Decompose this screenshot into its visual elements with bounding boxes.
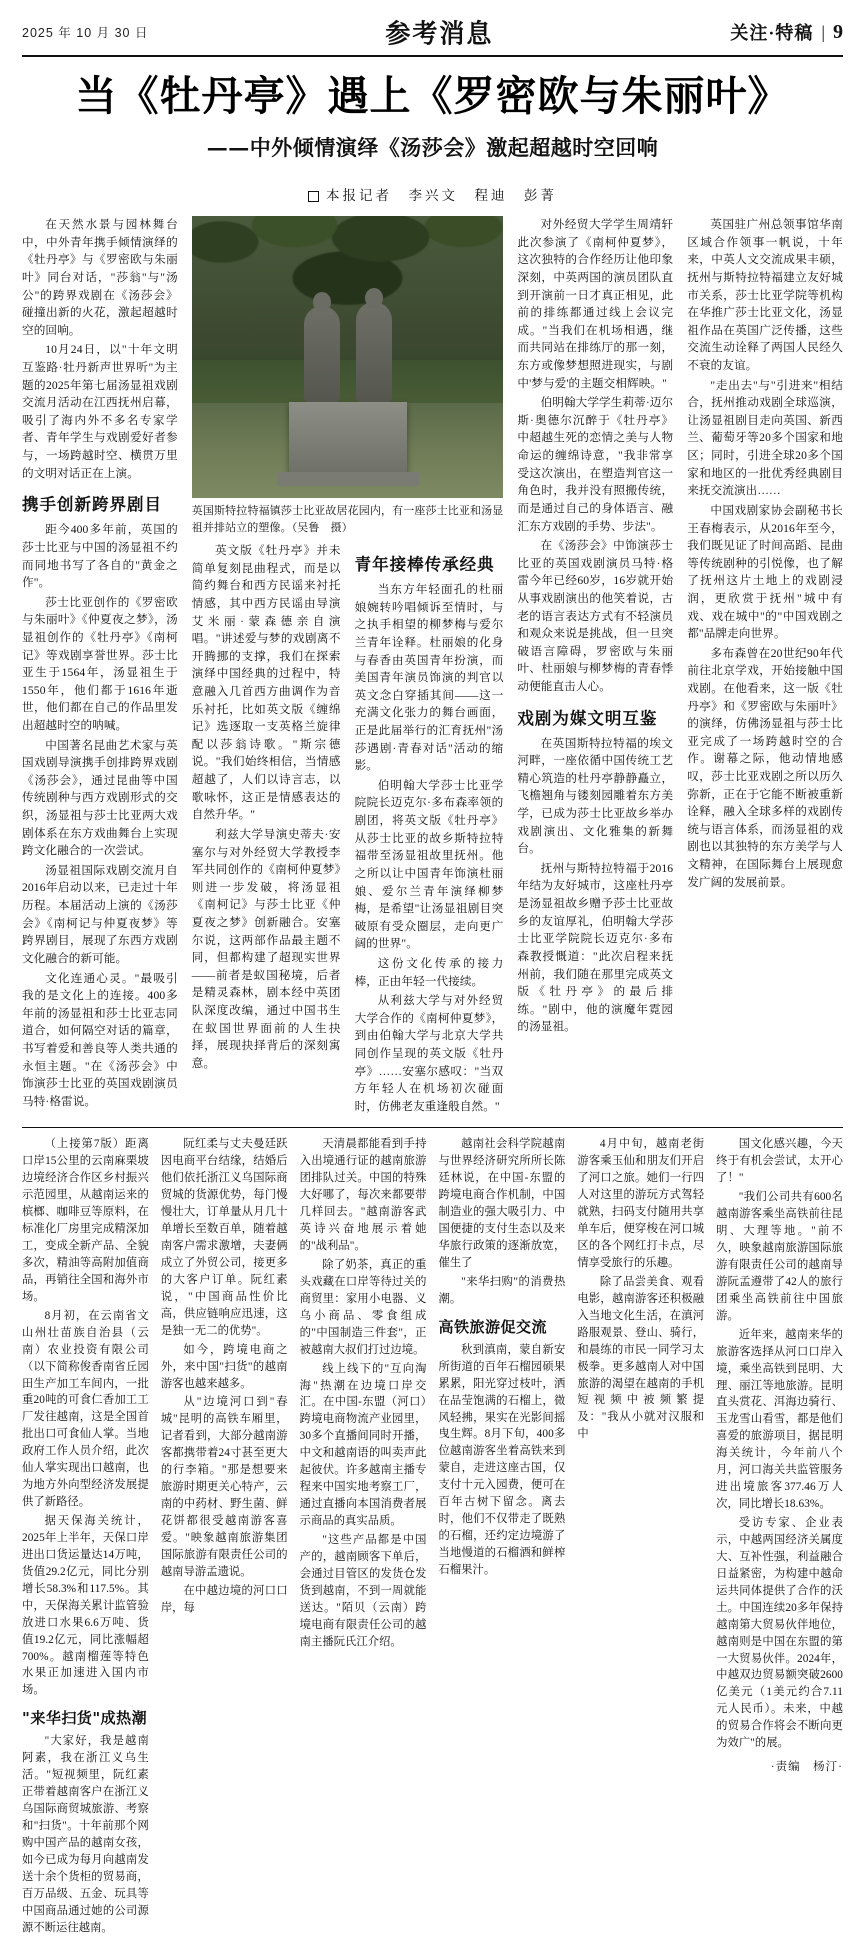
section-heading: 青年接棒传承经典 bbox=[354, 555, 495, 575]
page-title: 当《牡丹亭》遇上《罗密欧与朱丽叶》 bbox=[75, 72, 790, 120]
paragraph: 10月24日，以"十年文明互鉴路·牡丹新声世界听"为主题的2025年第七届汤显祖戏剧交流月活动在江西抚州启幕，吸引了海内外不多名专家学者、青年学生与戏剧爱好者参与，一场跨越时空、横贯万里的文明对话正在上演。 bbox=[22, 343, 178, 480]
paragraph: 线上线下的"互向淘海"热潮在边境口岸交汇。在中国-东盟（河口）跨境电商物流产业园里，30多个直播间同时开播，中文和越南语的叫卖声此起彼伏。许多越南主播专程来中国实地考察工厂，通过直播向本国消费者展示商品的真实品质。 bbox=[299, 1362, 427, 1528]
paragraph: 中国戏剧家协会副秘书长王春梅表示，从2016年至今，我们既见证了时间高蹈、昆曲等传统剧种的引悦像，也了解了抚州这片土地上的戏剧浸润，更欣赏于抚州"城中有戏、戏在城中"的"中国戏剧之都"品牌走向世界。 bbox=[687, 503, 843, 641]
paragraph: 阮红柔与丈夫曼廷跃因电商平台结缘，结婚后他们依托浙江义乌国际商贸城的货源优势，每门慢慢壮大，订单量从月几十单增长至数百单，随着越南客户需求激增，夫妻俩成立了外贸公司，接更多的大客户订单。阮红素说，"中国商品性价比高，供应链响应迅速，这是独一无二的优势"。 bbox=[160, 1138, 288, 1337]
page-subtitle: ——中外倾情演绎《汤莎会》激起超越时空回响 bbox=[206, 135, 659, 161]
paragraph: 从利兹大学与对外经贸大学合作的《南柯仲夏梦》，到由伯翰大学与北京大学共同创作呈现的英文版《牡丹亭》……安塞尔感叹："当双方年轻人在机场初次碰面时，仿佛老友重逢般自然。" bbox=[354, 994, 504, 1113]
paragraph: 莎士比亚创作的《罗密欧与朱丽叶》《仲夏夜之梦》，汤显祖创作的《牡丹亭》《南柯记》等戏剧享誉世界。莎士比亚生于1564年，汤显祖生于1550年，他们都于1616年逝世，他们都在自己的作品里发出超越时空的呐喊。 bbox=[22, 595, 178, 732]
paragraph: 4月中旬，越南老街游客乘玉仙和朋友们开启了河口之旅。她们一行四人对这里的游玩方式驾轻就熟，扫码支付随用共享单车后，便穿梭在河口城区的各个网红打卡点，尽情享受旅行的乐趣。 bbox=[577, 1138, 705, 1269]
masthead-separator: | bbox=[821, 21, 825, 42]
foliage-decoration bbox=[192, 216, 504, 326]
bottom-article-area bbox=[22, 1136, 843, 1938]
masthead-right bbox=[730, 19, 843, 45]
paragraph: 天清晨都能看到手持入出境通行证的越南旅游团排队过关。中国的特殊大好哪了，每次来都要带几样回去。"越南游客武英诗兴奋地展示着她的"战利品"。 bbox=[299, 1138, 427, 1253]
section-heading: 戏剧为媒文明互鉴 bbox=[517, 708, 658, 728]
paragraph: 抚州与斯特拉特福于2016年结为友好城市，这座杜丹亭是汤显祖故乡赠予莎士比亚故乡的友谊厚礼，伯明翰大学莎士比亚学院院长迈克尔·多布森教授慨道："此次启程来抚州前，我们随在那里完成英文版《牡丹亭》的最后排练。"剧中，他的演魔年霓园的汤显祖。 bbox=[517, 861, 674, 1034]
article-column-2 bbox=[192, 542, 341, 1117]
paragraph: "大家好，我是越南阿素，我在浙江义乌生活。"短视频里，阮红素正带着越南客户在浙江义乌国际商贸城旅游、考察和"扫货"。十年前那个网购中国产品的越南女孩，如今已成为每月向越南发送十余个货柜的贸易商，百万品级、五金、玩具等中国商品通过她的公司源源不断运往越南。 bbox=[22, 1735, 149, 1934]
paragraph: 在天然水景与园林舞台中，中外青年携手倾情演绎的《牡丹亭》与《罗密欧与朱丽叶》同台对话，"莎翁"与"汤公"的跨界戏剧在《汤莎会》碰撞出新的火花，激起超越时空的回响。 bbox=[22, 218, 178, 337]
statue-plinth bbox=[289, 402, 407, 474]
paragraph: 英文版《牡丹亭》并未简单复刻昆曲程式，而是以简约舞台和西方民谣来衬托情感，其中西方民谣由导演艾米丽·蒙森德亲自演唱。"讲述爱与梦的戏剧离不开腾挪的支撑，我们在探索演绎中国经典的过程中，特意融入几首西方曲调作为音乐衬托，比如英文版《缠绵记》选逐取一支英格兰旋律配以莎翁诗歌。"斯宗德说。"我们始终相信，当情感超越了，人们以诗言志，以歌咏怀，这正是情感表达的自然升华。" bbox=[191, 544, 341, 822]
paragraph: 这份文化传承的接力棒，正由年轻一代接续。 bbox=[354, 956, 504, 988]
top-article-area bbox=[22, 214, 843, 1117]
paragraph: 从"边境河口到"春城"昆明的高铁车厢里，记者看到，大部分越南游客都携带着24寸甚至更大的行李箱。"那是想要来旅游时期更关心特产，云南的中药材、野生菌、鲜花饼都很受越南游客喜爱。"映象越南旅游集团国际旅游有限责任公司的越南导游孟遗说。 bbox=[160, 1396, 288, 1578]
paragraph: 除了奶茶，真正的重头戏藏在口岸等待过关的商贸里：家用小电器、义乌小商品、零食组成的"中国制造三件套"，正被越南大叔们打过边境。 bbox=[299, 1258, 427, 1356]
page-number: 9 bbox=[833, 20, 843, 43]
paragraph: 秋到滇南，蒙自新安所街道的百年石榴园硕果累累，阳光穿过枝叶，洒在品莹饱满的石榴上，微风轻拂，果实在光影间摇曳生辉。8月下旬，400多位越南游客坐着高铁来到蒙自，走进这座古国，仅支付十元入园费，便可在百年古树下留念。离去时，他们不仅带走了既熟的石榴，还约定边境游了当地慢道的石榴酒和鲜榨石榴果汁。 bbox=[438, 1343, 566, 1576]
article-column-1 bbox=[22, 216, 178, 1117]
paragraph: 文化连通心灵。"最吸引我的是文化上的连接。400多年前的汤显祖和莎士比亚志同道合，如何隔空对话的篇章，书写着爱和善良等人类共通的永恒主题。"在《汤莎会》中饰演莎士比亚的英国戏剧演员马特·格雷说。 bbox=[22, 971, 178, 1108]
photo-block bbox=[192, 216, 504, 536]
continuation-paragraph: （上接第7版）距离口岸15公里的云南麻栗坡边境经济合作区乡村振兴示范园里，从越南运来的槟榔、咖啡豆等原料，在标准化厂房里完成精深加工，变成全新产品、全貌多次，精油等高附加值商品，再销往全国和海外市场。 bbox=[22, 1138, 149, 1303]
section-heading: "来华扫货"成热潮 bbox=[22, 1709, 148, 1728]
paragraph: 汤显祖国际戏剧交流月自2016年启动以来，已走过十年历程。本届活动上演的《汤莎会》《南柯记与仲夏夜梦》等跨界剧目，展现了东西方戏剧文化融合的新可能。 bbox=[22, 863, 178, 965]
paragraph: 受访专家、企业表示，中越两国经济关属度大、互补性强，利益融合日益紧密，为构建中越命运共同体提供了合作的沃土。中国连续20多年保持越南第大贸易伙伴地位，越南则是中国在东盟的第一大贸易伙伴。2024年，中越双边贸易额突破2600亿美元（1美元约合7.11元人民币）。未来，中越的贸易合作将会不断向更为效广"的展。 bbox=[716, 1517, 843, 1750]
editor-credit: ·责编 杨汀· bbox=[770, 1761, 843, 1774]
bottom-column-6 bbox=[716, 1136, 843, 1938]
paragraph: "这些产品都是中国产的，越南顾客下单后，会通过目管区的发货仓发货到越南，不到一周就能送达。"陌贝（云南）跨境电商有限责任公司的越南主播阮氏江介绍。 bbox=[299, 1533, 427, 1648]
bottom-column-5 bbox=[577, 1136, 704, 1938]
headline-block bbox=[22, 57, 843, 168]
paragraph: 对外经贸大学学生周靖轩此次参演了《南柯仲夏梦》，这次独特的合作经历让他印象深刻，中英两国的演员团队直到开演前一日才真正相见，此前的排练都通过线上会议完成。"当我们在机场相遇，继而共同站在排练厅的那一刻，东方或像梦想照进现实，与剧中'梦与爱'的主题交相辉映。" bbox=[517, 218, 674, 390]
paragraph: 据天保海关统计，2025年上半年，天保口岸进出口货运量达14万吨，货值29.2亿元，同比分别增长58.3%和117.5%。其中，天保海关累计监管验放进口水果6.6万吨、货值19.2亿元，同比涨幅超700%。越南榴莲等特色水果正加速进入国内市场。 bbox=[22, 1515, 149, 1697]
paragraph: 在中越边境的河口口岸，每 bbox=[160, 1584, 288, 1614]
paragraph: 距今400多年前，英国的莎士比亚与中国的汤显祖不约而同地书写了各自的"黄金之作"。 bbox=[22, 523, 178, 590]
paragraph: 伯明翰大学学生莉蒂·迈尔斯·奥德尔沉醉于《牡丹亭》中超越生死的恋情之美与人物命运的缠绵诗意，"我非常享受这次演出，在塑造判官这一角色时，我并没有照搬传统，而是通过自己的身体语言、融汇东方戏剧的手势、步法"。 bbox=[517, 396, 674, 533]
paragraph: 越南社会科学院越南与世界经济研究所所长陈廷林说，在中国-东盟的跨境电商合作机制，中国制造业的强大吸引力、中国便捷的支付生态以及来华旅行政策的逐渐放宽，催生了 bbox=[438, 1138, 566, 1269]
bottom-column-4 bbox=[438, 1136, 565, 1938]
section-divider bbox=[22, 1127, 843, 1128]
paragraph: 利兹大学导演史蒂夫·安塞尔与对外经贸大学教授李军共同创作的《南柯仲夏梦》则进一步发破，将汤显祖《南柯记》与莎士比亚《仲夏夜之梦》创新融合。安塞尔说，这两部作品最主题不同，但都构建了超现实世界——前者是蚁国秘境，后者是精灵森林，剧本经中英团队深度改编，通过中国书生在蚁国世界面前的人生抉择，展现抉择背后的深刻寓意。 bbox=[191, 827, 341, 1070]
paragraph: 在《汤莎会》中饰演莎士比亚的英国戏剧演员马特·格雷今年已经60岁，16岁就开始从事戏剧演出的他笑着说，古老的语言表达方式有不轻演员和观众来说是挑战，但一旦突破语言障碍，罗密欧与朱丽叶、杜丽娘与柳梦梅的青春悸动便能直击人心。 bbox=[517, 539, 674, 693]
bottom-column-1 bbox=[22, 1136, 149, 1938]
paragraph: 近年来，越南来华的旅游客选择从河口口岸入境，乘坐高铁到昆明、大理、丽江等地旅游。昆明直头赏花、洱海边骑行、玉龙雪山看雪，都是他们喜爱的旅游项目，据昆明海关统计，今年前八个月，河口海关共监管服务进出境旅客377.46万人次，同比增长18.63%。 bbox=[716, 1328, 843, 1511]
paragraph: 多布森曾在20世纪90年代前往北京学戏，开始接触中国戏剧。在他看来，这一版《牡丹亭》和《罗密欧与朱丽叶》的演绎，仿佛汤显祖与莎士比亚完成了一场跨越时空的合作。谢幕之际，他动情地感叹，莎士比亚戏剧之所以历久弥新，正在于它能不断被重新诠释，融入全球多样的戏剧传统与语言体系，而汤显祖的戏剧也以其独特的东方美学与人文精神，在国际舞台上展现愈发广阔的发展前景。 bbox=[687, 646, 843, 889]
paragraph: 伯明翰大学莎士比亚学院院长迈克尔·多布森率领的剧团，将英文版《牡丹亭》从莎士比亚的故乡斯特拉特福带至汤显祖故里抚州。他之所以让中国青年饰演杜丽娘、爱尔兰青年演绎柳梦梅，是希望"让汤显祖剧目突破原有受众圈层，走向更广阔的世界"。 bbox=[354, 778, 504, 951]
article-column-3 bbox=[355, 542, 504, 1117]
article-column-4 bbox=[517, 216, 673, 1117]
paragraph: 如今，跨境电商之外，来中国"扫货"的越南游客也越来越多。 bbox=[160, 1343, 288, 1390]
paragraph: 中国著名昆曲艺术家与英国戏剧导演携手创排跨界戏剧《汤莎会》，通过昆曲等中国传统剧种与西方戏剧形式的交织，汤显祖与莎士比亚两大戏剧体系在东方戏曲舞台上实现跨文化融合的一次尝试。 bbox=[22, 738, 178, 858]
publication-date: 2025 年 10 月 30 日 bbox=[22, 26, 149, 40]
paragraph: 国文化感兴趣，今天终于有机会尝试，太开心了！" bbox=[716, 1138, 843, 1185]
paragraph: 在英国斯特拉特福的埃文河畔，一座依循中国传统工艺精心筑造的杜丹亭静静矗立，飞檐翘角与镂刻园雕着东方美学，已成为莎士比亚故乡举办戏剧演出、文化雅集的新舞台。 bbox=[517, 736, 674, 856]
masthead bbox=[22, 14, 843, 57]
article-column-5 bbox=[687, 216, 843, 1117]
photo-caption: 英国斯特拉特福镇莎士比亚故居花园内，有一座莎士比亚和汤显祖并排站立的塑像。（吴鲁 摄） bbox=[191, 505, 504, 534]
byline-box-icon bbox=[308, 191, 319, 202]
statue-figure-shakespeare bbox=[304, 306, 340, 402]
paragraph: 英国驻广州总领事馆华南区域合作领事一帆说，十年来，中英人文交流成果丰硕，抚州与斯特拉特福建立友好城市关系，莎士比亚学院等机构在华推广莎士比亚文化，汤显祖作品在英国广泛传播，这些交流生动诠释了两国人民经久不衰的友谊。 bbox=[687, 218, 843, 373]
article-columns-2-3 bbox=[192, 216, 504, 1117]
bottom-column-3 bbox=[300, 1136, 427, 1938]
paragraph: 除了品尝美食、观看电影，越南游客还积极融入当地文化生活，在滇河路服观景、登山、骑行，和晨练的市民一同学习太极拳。更多越南人对中国旅游的渴望在越南的手机短视频中被频繁提及："我从小就对汉服和中 bbox=[577, 1275, 705, 1441]
article-photo bbox=[192, 216, 504, 498]
paragraph: 8月初，在云南省文山州壮苗族自治县（云南）农业投资有限公司（以下简称俊香南省丘园田生产加工车间内，一批重20吨的可食仁香加工工厂发往越南，这是全国首批出口可食仙人掌。当地政府工作人员介绍，此次仙人掌实现出口越南，也为地方外向型经济发展提供了新路径。 bbox=[22, 1309, 149, 1509]
paragraph: "走出去"与"引进来"相结合，抚州推动戏剧全球巡演，让汤显祖剧目走向英国、新西兰、葡萄牙等20多个国家和地区；同时，引进全球20多个国家和地区的一批优秀经典剧目来抚交流演出…… bbox=[687, 378, 843, 498]
newspaper-logo: 参考消息 bbox=[385, 18, 494, 49]
section-heading: 携手创新跨界剧目 bbox=[22, 495, 162, 515]
paragraph: "我们公司共有600名越南游客乘坐高铁前往昆明、大理等地。"前不久，映象越南旅游国际旅游有限责任公司的越南导游阮孟遵带了42人的旅行团乘坐高铁前往中国旅游。 bbox=[716, 1191, 843, 1322]
section-heading: 高铁旅游促交流 bbox=[438, 1317, 547, 1336]
section-title: 关注·特稿 bbox=[730, 23, 814, 43]
statue-figure-tangxianzu bbox=[356, 302, 392, 402]
paragraph: "来华扫购"的消费热潮。 bbox=[438, 1275, 566, 1305]
paragraph: 当东方年轻面孔的杜丽娘婉转吟唱倾诉至情时，与之执手相望的柳梦梅与爱尔兰青年诠释。杜丽娘的化身与春香由英国青年扮演，而美国青年演员饰演的判官以英文念白穿插其间——这一充满文化张力的舞台画面，正是此届举行的汇育抚州"汤莎遇剧·青春对话"活动的缩影。 bbox=[354, 583, 504, 773]
bottom-column-2 bbox=[161, 1136, 288, 1938]
byline-text: 本报记者 李兴文 程迪 彭菁 bbox=[326, 188, 557, 204]
byline bbox=[22, 184, 843, 204]
